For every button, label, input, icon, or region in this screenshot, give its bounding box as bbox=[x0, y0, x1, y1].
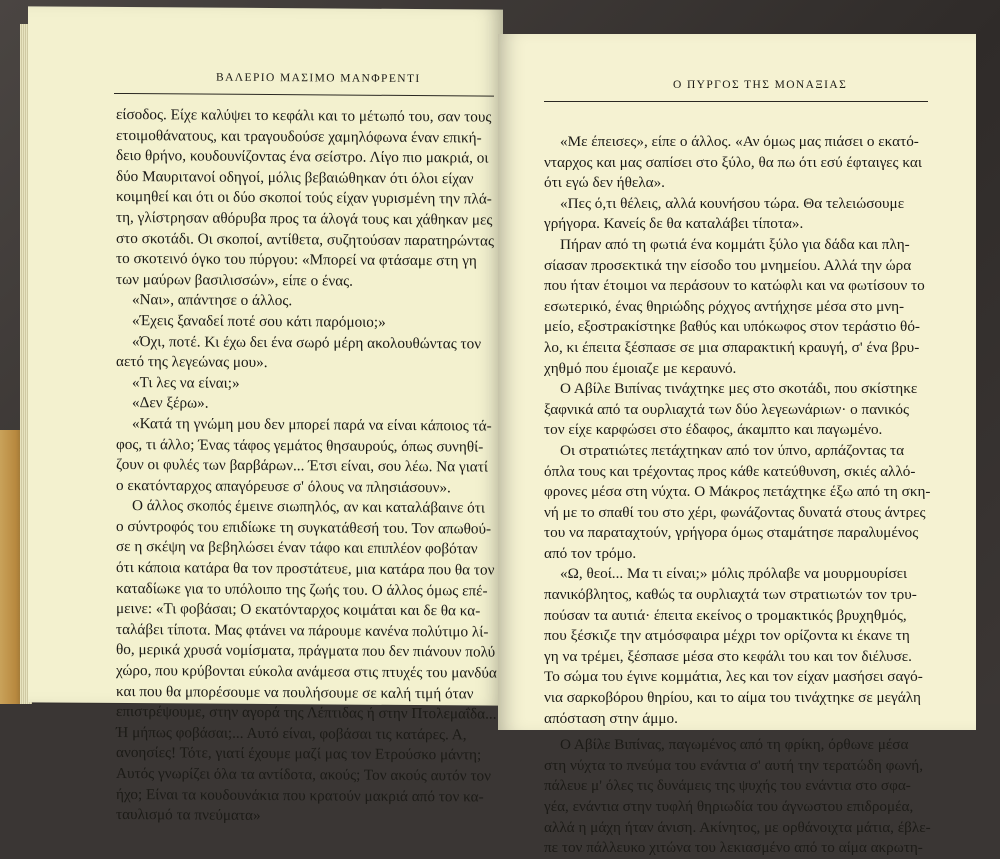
text-line: πανικόβλητος, καθώς τα ουρλιαχτά των στρατιωτών τον τρυ- bbox=[544, 586, 917, 604]
right-running-head: Ο ΠΥΡΓΟΣ ΤΗΣ ΜΟΝΑΞΙΑΣ bbox=[673, 79, 848, 91]
text-line: χώρο, που κρύβονται εύκολα ανάμεσα στις πτυχές του μανδύα bbox=[116, 661, 497, 682]
text-line: από τον τρόμο. bbox=[544, 544, 637, 562]
text-line: αετό της λεγεώνας μου». bbox=[116, 353, 268, 372]
right-body-text bbox=[544, 132, 944, 859]
text-line: του να παραταχτούν, γρήγορα όμως σταμάτησε παραλυμένος bbox=[544, 524, 919, 542]
text-line: Οι στρατιώτες πετάχτηκαν από τον ύπνο, αρπάζοντας τα bbox=[560, 441, 905, 459]
text-line: τον είχε καρφώσει στο έδαφος, άκαμπτο και παγωμένο. bbox=[544, 421, 883, 439]
text-line: «Πες ό,τι θέλεις, αλλά κουνήσου τώρα. Θα τελειώσουμε bbox=[560, 194, 905, 212]
text-line: επιστρέψουμε, στην αγορά της Λέπτιδας ή στην Πτολεμαΐδα... bbox=[116, 703, 497, 723]
text-line: ο σύντροφός του επιδίωκε τη συγκατάθεσή του. Τον απωθού- bbox=[116, 517, 492, 538]
text-line: καταδίωκε για το υπόλοιπο της ζωής του. Ο άλλος όμως επέ- bbox=[116, 579, 488, 600]
text-line: απόσταση στην άμμο. bbox=[544, 709, 678, 727]
text-line: ο εκατόνταρχος απαγόρευσε σ' όλους να πλησιάσουν». bbox=[116, 476, 451, 496]
text-line: μείο, εξοστρακίστηκε βαθύς και υπόκωφος στον τεράστιο θό- bbox=[544, 318, 920, 336]
text-line: δύο Μαυριτανοί οδηγοί, μόλις βεβαιώθηκαν ότι όλοι είχαν bbox=[116, 167, 474, 188]
text-line: κοιμηθεί και ότι οι δύο σκοποί τούς είχαν γυρισμένη την πλά- bbox=[116, 188, 492, 208]
text-line: «Έχεις ξαναδεί ποτέ σου κάτι παρόμοιο;» bbox=[132, 312, 386, 331]
text-line: ξαφνικά από τα ουρλιαχτά των δύο λεγεωνάριων· ο πανικός bbox=[544, 400, 910, 418]
text-line: Ο άλλος σκοπός έμεινε σιωπηλός, αν και καταλάβαινε ότι bbox=[132, 497, 485, 517]
text-line: στη νύχτα το πνεύμα του ενάντια σ' αυτή την τερατώδη φωνή, bbox=[544, 756, 923, 774]
text-line: νταρχος και μας σαπίσει στο ξύλο, θα πω ότι εσύ έφταιγες και bbox=[544, 153, 922, 171]
text-line: λο, κι έπειτα ξέσπασε σε μια σπαρακτική κραυγή, σ' ένα βρυ- bbox=[544, 338, 920, 356]
text-line: που ήταν έτοιμοι να περάσουν το κατώφλι και να φωτίσουν το bbox=[544, 277, 925, 295]
text-line: Πήραν από τη φωτιά ένα κομμάτι ξύλο για δάδα και πλη- bbox=[560, 235, 910, 253]
text-line: ότι κάποια κατάρα θα τον προστάτευε, μια κατάρα που θα τον bbox=[116, 559, 495, 579]
text-line: γρήγορα. Κανείς δε θα καταλάβει τίποτα». bbox=[544, 215, 804, 233]
text-line: των μαύρων βασιλισσών», είπε ο ένας. bbox=[116, 270, 353, 290]
text-line: πάλευε μ' όλες τις δυνάμεις της ψυχής του ενάντια στο σφα- bbox=[544, 777, 911, 795]
text-line: τη, γλίστρησαν αθόρυβα προς τα άλογά τους και χάθηκαν μες bbox=[116, 208, 493, 229]
left-body-text bbox=[116, 105, 508, 829]
text-line: ετοιμοθάνατους, και τραγουδούσε χαμηλόφωνα έναν επική- bbox=[116, 126, 482, 147]
text-line: γη να τρέμει, ξέσπασε μέσα στο κεφάλι του και τον διέλυσε. bbox=[544, 647, 912, 665]
text-line: Ο Αβίλε Βιπίνας τινάχτηκε μες στο σκοτάδι, που σκίστηκε bbox=[560, 380, 918, 398]
text-line: πούσαν τα αυτιά· έπειτα εκείνος ο τρομακτικός βρυχηθμός, bbox=[544, 606, 907, 624]
text-line: χηθμό που έμοιαζε με κεραυνό. bbox=[544, 359, 737, 377]
text-line: πε τον πάλλευκο χιτώνα του λεκιασμένο από το αίμα ακρωτη- bbox=[544, 839, 923, 857]
text-line: νή με το σπαθί του στο χέρι, φωνάζοντας δυνατά στους άντρες bbox=[544, 503, 926, 521]
text-line: εσωτερικό, ένας θηριώδης ρόχγος αντήχησε μέσα στο μνη- bbox=[544, 297, 905, 315]
text-line: σε η σκέψη να βεβηλώσει έναν τάφο και επιπλέον φοβόταν bbox=[116, 538, 478, 558]
text-line: αλλά η μάχη ήταν άνιση. Ακίνητος, με ορθάνοιχτα μάτια, έβλε- bbox=[544, 818, 931, 836]
text-line: Ή μήπως φοβάσαι;... Αυτό είναι, φοβάσαι τις κατάρες. Α, bbox=[116, 723, 467, 744]
text-line: όπλα τους και τρέχοντας προς κάθε κατεύθυνση, σκιές αλλό- bbox=[544, 462, 916, 480]
text-line: νια σαρκοβόρου θηρίου, και το αίμα του τινάχτηκε σε μεγάλη bbox=[544, 689, 921, 707]
text-line: Ο Αβίλε Βιπίνας, παγωμένος από τη φρίκη, όρθωνε μέσα bbox=[560, 736, 909, 754]
text-line: στο σκοτάδι. Οι σκοποί, αντίθετα, συζητούσαν παρατηρώντας bbox=[116, 229, 494, 250]
left-page bbox=[28, 6, 503, 825]
text-line: φρονες μέσα στη νύχτα. Ο Μάκρος πετάχτηκε έξω από τη σκη- bbox=[544, 483, 931, 501]
text-line: «Κατά τη γνώμη μου δεν μπορεί παρά να είναι κάποιος τά- bbox=[132, 414, 492, 435]
text-line: «Δεν ξέρω». bbox=[132, 394, 209, 412]
text-line: το σκοτεινό όγκο του πύργου: «Μπορεί να φτάσαμε στη γη bbox=[116, 250, 477, 270]
text-line: «Ω, θεοί... Μα τι είναι;» μόλις πρόλαβε να μουρμουρίσει bbox=[560, 565, 908, 583]
text-line: «Όχι, ποτέ. Κι έχω δει ένα σωρό μέρη ακολουθώντας τον bbox=[132, 332, 482, 353]
text-line: ήχο; Είναι τα κουδουνάκια που κρατούν μακριά από τον κα- bbox=[116, 785, 484, 806]
text-line: «Ναι», απάντησε ο άλλος. bbox=[132, 291, 293, 310]
text-line: γέα, ενάντια στην τυφλή θηριωδία του άγνωστου επιδρομέα, bbox=[544, 798, 914, 815]
text-line: ταλάβει τίποτα. Μας φτάνει να πάρουμε κανένα πολύτιμο λί- bbox=[116, 620, 489, 641]
text-line: ανοησίες! Τότε, γιατί έχουμε μαζί μας τον Ετρούσκο μάντη; bbox=[116, 744, 482, 764]
text-line: και που θα μπορέσουμε να πουλήσουμε σε καλή τιμή όταν bbox=[116, 682, 474, 703]
text-line: «Τι λες να είναι;» bbox=[132, 373, 240, 392]
text-line: θο, μερικά χρυσά νομίσματα, πράγματα που δεν πιάνουν πολύ bbox=[116, 641, 496, 662]
text-line: Το σώμα του έγινε κομμάτια, λες και τον είχαν μασήσει σαγό- bbox=[544, 668, 923, 686]
left-header-rule bbox=[114, 93, 494, 97]
text-line: μεινε: «Τι φοβάσαι; Ο εκατόνταρχος κοιμάται και δε θα κα- bbox=[116, 600, 481, 620]
right-header-rule bbox=[544, 101, 928, 102]
text-line: «Με έπεισες», είπε ο άλλος. «Αν όμως μας πιάσει ο εκατό- bbox=[560, 133, 919, 150]
text-line: φος, τι άλλο; Ένας τάφος γεμάτος θησαυρούς, όπως συνηθί- bbox=[116, 435, 484, 456]
text-line: ταυλισμό τα πνεύματα» bbox=[116, 806, 261, 825]
text-line: που ξέσκιζε την ατμόσφαιρα μέχρι τον ορίζοντα κι έκανε τη bbox=[544, 627, 910, 645]
right-page bbox=[498, 34, 976, 857]
text-line: Αυτός γνωρίζει όλα τα αντίδοτα, ακούς; Τον ακούς αυτόν τον bbox=[116, 764, 492, 785]
text-line: δειο θρήνο, κουδουνίζοντας ένα σείστρο. Λίγο πιο μακριά, οι bbox=[116, 147, 489, 167]
text-line: ζουν οι φυλές των βαρβάρων... Έτσι είναι, σου λέω. Να γιατί bbox=[116, 456, 488, 476]
text-line: ότι εγώ δεν ήθελα». bbox=[544, 174, 665, 192]
open-book bbox=[18, 8, 976, 857]
text-line: σίασαν προσεκτικά την είσοδο του μνημείου. Αλλά την ώρα bbox=[544, 256, 912, 274]
text-line: είσοδος. Είχε καλύψει το κεφάλι και το μέτωπό του, σαν τους bbox=[116, 105, 492, 126]
left-running-head: ΒΑΛΕΡΙΟ ΜΑΣΙΜΟ ΜΑΝΦΡΕΝΤΙ bbox=[216, 71, 421, 86]
